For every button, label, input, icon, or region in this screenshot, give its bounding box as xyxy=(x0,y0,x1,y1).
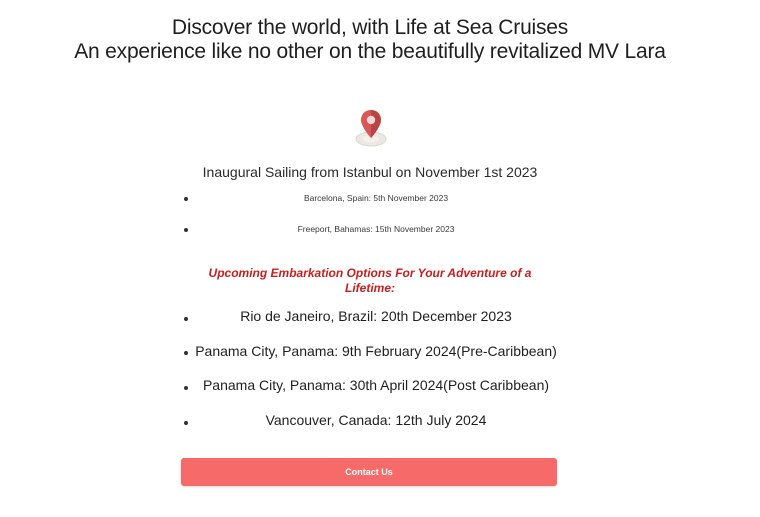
inaugural-sailing-title: Inaugural Sailing from Istanbul on November 1st 2023 xyxy=(202,164,538,180)
inaugural-stop: Barcelona, Spain: 5th November 2023 xyxy=(303,193,449,203)
contact-us-button[interactable]: Contact Us xyxy=(181,458,557,486)
hero-title-line-2: An experience like no other on the beautifully revitalized MV Lara xyxy=(74,40,666,63)
embarkation-option: Vancouver, Canada: 12th July 2024 xyxy=(265,412,487,428)
embarkation-option: Panama City, Panama: 30th April 2024(Post Caribbean) xyxy=(202,377,550,393)
hero-title-line-1: Discover the world, with Life at Sea Cruises xyxy=(171,16,569,39)
map-pin-icon xyxy=(352,106,390,148)
upcoming-heading: Upcoming Embarkation Options For Your Adventure of a Lifetime: xyxy=(208,266,532,295)
embarkation-option: Panama City, Panama: 9th February 2024(Pre-Caribbean) xyxy=(195,343,557,359)
embarkation-option: Rio de Janeiro, Brazil: 20th December 2023 xyxy=(240,308,512,324)
inaugural-stop: Freeport, Bahamas: 15th November 2023 xyxy=(297,224,455,234)
